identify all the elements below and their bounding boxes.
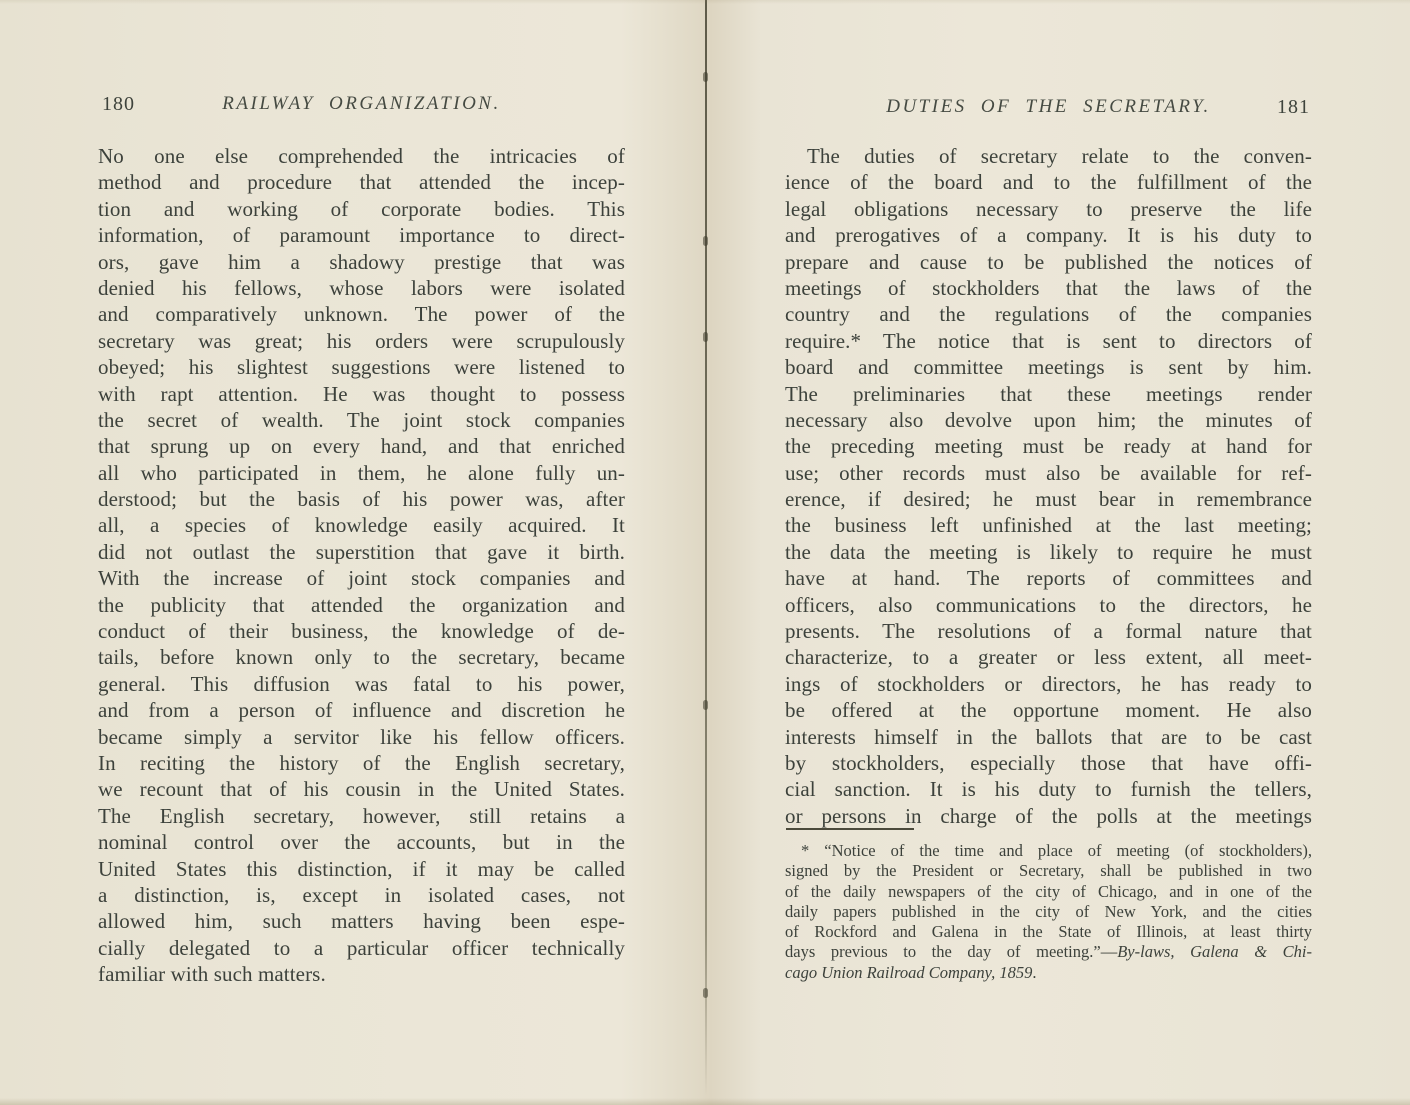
text-segment: * “Notice of the time and place of meeting (of stockholders), xyxy=(801,841,1312,860)
footnote-rule xyxy=(786,828,914,830)
text-line xyxy=(785,841,1312,861)
text-segment: information, of paramount importance to direct- xyxy=(98,223,625,248)
text-segment: and from a person of influence and discretion he xyxy=(98,698,625,723)
text-line xyxy=(98,803,625,829)
text-segment: cially delegated to a particular officer technically xyxy=(98,935,625,960)
text-line xyxy=(785,697,1312,723)
text-segment: days previous to the day of meeting.”— xyxy=(785,942,1118,962)
text-line xyxy=(98,539,625,565)
stitch-mark xyxy=(703,332,708,342)
text-segment: signed by the President or Secretary, shall be published in two xyxy=(785,861,1312,881)
stitch-mark xyxy=(703,988,708,998)
right-page-body xyxy=(785,143,1312,829)
text-line xyxy=(98,935,625,961)
text-line xyxy=(98,275,625,301)
text-line xyxy=(785,486,1312,512)
text-line xyxy=(98,354,625,380)
text-line xyxy=(785,460,1312,486)
text-segment: presents. The resolutions of a formal nature that xyxy=(785,619,1312,644)
text-segment: conduct of their business, the knowledge of de- xyxy=(98,619,625,644)
text-segment: that sprung up on every hand, and that enriched xyxy=(98,434,625,459)
text-segment: with rapt attention. He was thought to possess xyxy=(98,381,625,406)
text-segment: The duties of secretary relate to the conven- xyxy=(807,144,1312,168)
text-line xyxy=(785,942,1312,962)
italic-text-segment: cago Union Railroad Company, 1859 xyxy=(785,962,1033,982)
text-line xyxy=(785,618,1312,644)
text-line xyxy=(785,169,1312,195)
text-segment: . xyxy=(1032,962,1037,982)
text-segment: or persons in charge of the polls at the meetings xyxy=(785,803,1312,828)
text-line xyxy=(98,776,625,802)
stitch-mark xyxy=(703,72,708,82)
text-line xyxy=(785,724,1312,750)
text-segment: the publicity that attended the organization and xyxy=(98,592,625,617)
text-segment: meetings of stockholders that the laws of the xyxy=(785,275,1312,300)
scan-top-edge xyxy=(0,0,1410,4)
text-line xyxy=(98,856,625,882)
right-page-header xyxy=(785,96,1312,122)
text-line xyxy=(785,963,1312,983)
text-segment: and prerogatives of a company. It is his duty to xyxy=(785,223,1312,248)
text-line xyxy=(98,407,625,433)
text-line xyxy=(785,592,1312,618)
text-segment: secretary was great; his orders were scrupulously xyxy=(98,328,625,353)
text-line xyxy=(98,169,625,195)
text-segment: derstood; but the basis of his power was, after xyxy=(98,487,625,512)
text-line xyxy=(98,618,625,644)
text-line xyxy=(98,908,625,934)
text-segment: by stockholders, especially those that have offi- xyxy=(785,750,1312,775)
text-line xyxy=(98,486,625,512)
text-segment: erence, if desired; he must bear in remembrance xyxy=(785,487,1312,512)
text-segment: With the increase of joint stock companies and xyxy=(98,566,625,591)
text-segment: United States this distinction, if it may be called xyxy=(98,856,625,881)
text-line xyxy=(785,354,1312,380)
text-segment: of the daily newspapers of the city of Chicago, and in one of the xyxy=(785,881,1312,901)
text-line xyxy=(98,512,625,538)
text-segment: the secret of wealth. The joint stock companies xyxy=(98,407,625,432)
text-line xyxy=(98,381,625,407)
text-line xyxy=(98,196,625,222)
text-line xyxy=(98,961,625,987)
text-line xyxy=(785,275,1312,301)
text-line xyxy=(785,407,1312,433)
text-line xyxy=(785,750,1312,776)
right-running-head: DUTIES OF THE SECRETARY. xyxy=(886,96,1211,117)
text-line xyxy=(785,861,1312,881)
text-line xyxy=(98,644,625,670)
text-line xyxy=(98,328,625,354)
text-segment: cial sanction. It is his duty to furnish the tellers, xyxy=(785,777,1312,802)
text-segment: general. This diffusion was fatal to his power, xyxy=(98,671,625,696)
text-line xyxy=(98,433,625,459)
text-segment: tion and working of corporate bodies. This xyxy=(98,196,625,221)
text-line xyxy=(785,922,1312,942)
text-segment: denied his fellows, whose labors were isolated xyxy=(98,275,625,300)
text-line xyxy=(785,433,1312,459)
text-line xyxy=(785,565,1312,591)
text-line xyxy=(785,644,1312,670)
text-line xyxy=(785,882,1312,902)
text-segment: ings of stockholders or directors, he has ready to xyxy=(785,671,1312,696)
text-segment: characterize, to a greater or less extent, all meet- xyxy=(785,645,1312,670)
left-page-body xyxy=(98,143,625,988)
stitch-mark xyxy=(703,236,708,246)
text-line xyxy=(785,776,1312,802)
text-line xyxy=(785,381,1312,407)
text-segment: ors, gave him a shadowy prestige that was xyxy=(98,249,625,274)
left-page-header xyxy=(98,93,625,119)
text-segment: nominal control over the accounts, but in the xyxy=(98,830,625,855)
text-segment: necessary also devolve upon him; the minutes of xyxy=(785,407,1312,432)
text-segment: tails, before known only to the secretary, became xyxy=(98,645,625,670)
text-segment: daily papers published in the city of New York, and the cities xyxy=(785,901,1312,921)
text-segment: allowed him, such matters having been espe- xyxy=(98,909,625,934)
text-segment: and comparatively unknown. The power of the xyxy=(98,302,625,327)
text-segment: obeyed; his slightest suggestions were listened to xyxy=(98,355,625,380)
text-segment: country and the regulations of the companies xyxy=(785,302,1312,327)
text-segment: board and committee meetings is sent by him. xyxy=(785,355,1312,380)
text-line xyxy=(785,301,1312,327)
text-segment: familiar with such matters. xyxy=(98,962,326,987)
text-segment: all, a species of knowledge easily acquired. It xyxy=(98,513,625,538)
text-segment: officers, also communications to the directors, he xyxy=(785,592,1312,617)
text-segment: have at hand. The reports of committees and xyxy=(785,566,1312,591)
text-segment: require.* The notice that is sent to directors of xyxy=(785,328,1312,353)
text-line xyxy=(98,882,625,908)
book-gutter-crease xyxy=(705,0,707,1096)
text-segment: prepare and cause to be published the notices of xyxy=(785,249,1312,274)
text-segment: the data the meeting is likely to require he must xyxy=(785,539,1312,564)
text-line xyxy=(785,512,1312,538)
text-segment: The English secretary, however, still retains a xyxy=(98,803,625,828)
left-page-number: 180 xyxy=(102,93,135,115)
text-line xyxy=(98,592,625,618)
text-line xyxy=(98,565,625,591)
italic-text-segment: By-laws, Galena & Chi- xyxy=(1117,942,1312,962)
text-segment: interests himself in the ballots that are to be cast xyxy=(785,724,1312,749)
text-line xyxy=(98,143,625,169)
text-line xyxy=(785,539,1312,565)
text-line xyxy=(785,803,1312,829)
text-segment: method and procedure that attended the incep- xyxy=(98,170,625,195)
text-segment: ience of the board and to the fulfillment of the xyxy=(785,170,1312,195)
text-segment: the business left unfinished at the last meeting; xyxy=(785,513,1312,538)
text-segment: a distinction, is, except in isolated cases, not xyxy=(98,882,625,907)
text-line xyxy=(98,222,625,248)
text-line xyxy=(98,697,625,723)
text-line xyxy=(785,196,1312,222)
text-line xyxy=(785,902,1312,922)
text-segment: legal obligations necessary to preserve the life xyxy=(785,196,1312,221)
left-running-head: RAILWAY ORGANIZATION. xyxy=(222,93,501,114)
text-line xyxy=(98,829,625,855)
text-segment: of Rockford and Galena in the State of Illinois, at least thirty xyxy=(785,922,1312,942)
text-segment: all who participated in them, he alone fully un- xyxy=(98,460,625,485)
text-line xyxy=(98,460,625,486)
stitch-mark xyxy=(703,700,708,710)
text-line xyxy=(785,143,1312,169)
text-segment: use; other records must also be available for ref- xyxy=(785,460,1312,485)
text-line xyxy=(785,328,1312,354)
text-line xyxy=(785,222,1312,248)
text-line xyxy=(785,671,1312,697)
text-segment: In reciting the history of the English secretary, xyxy=(98,750,625,775)
text-segment: be offered at the opportune moment. He also xyxy=(785,698,1312,723)
text-segment: did not outlast the superstition that gave it birth. xyxy=(98,539,625,564)
text-segment: the preceding meeting must be ready at hand for xyxy=(785,434,1312,459)
text-line xyxy=(785,249,1312,275)
text-line xyxy=(98,750,625,776)
text-line xyxy=(98,671,625,697)
text-line xyxy=(98,301,625,327)
text-line xyxy=(98,249,625,275)
scan-bottom-edge xyxy=(0,1098,1410,1105)
text-segment: No one else comprehended the intricacies of xyxy=(98,144,625,168)
text-segment: The preliminaries that these meetings render xyxy=(785,381,1312,406)
right-page-footnote xyxy=(785,841,1312,983)
right-page-number: 181 xyxy=(1277,96,1310,118)
text-segment: became simply a servitor like his fellow officers. xyxy=(98,724,625,749)
text-segment: we recount that of his cousin in the United States. xyxy=(98,777,625,802)
text-line xyxy=(98,724,625,750)
